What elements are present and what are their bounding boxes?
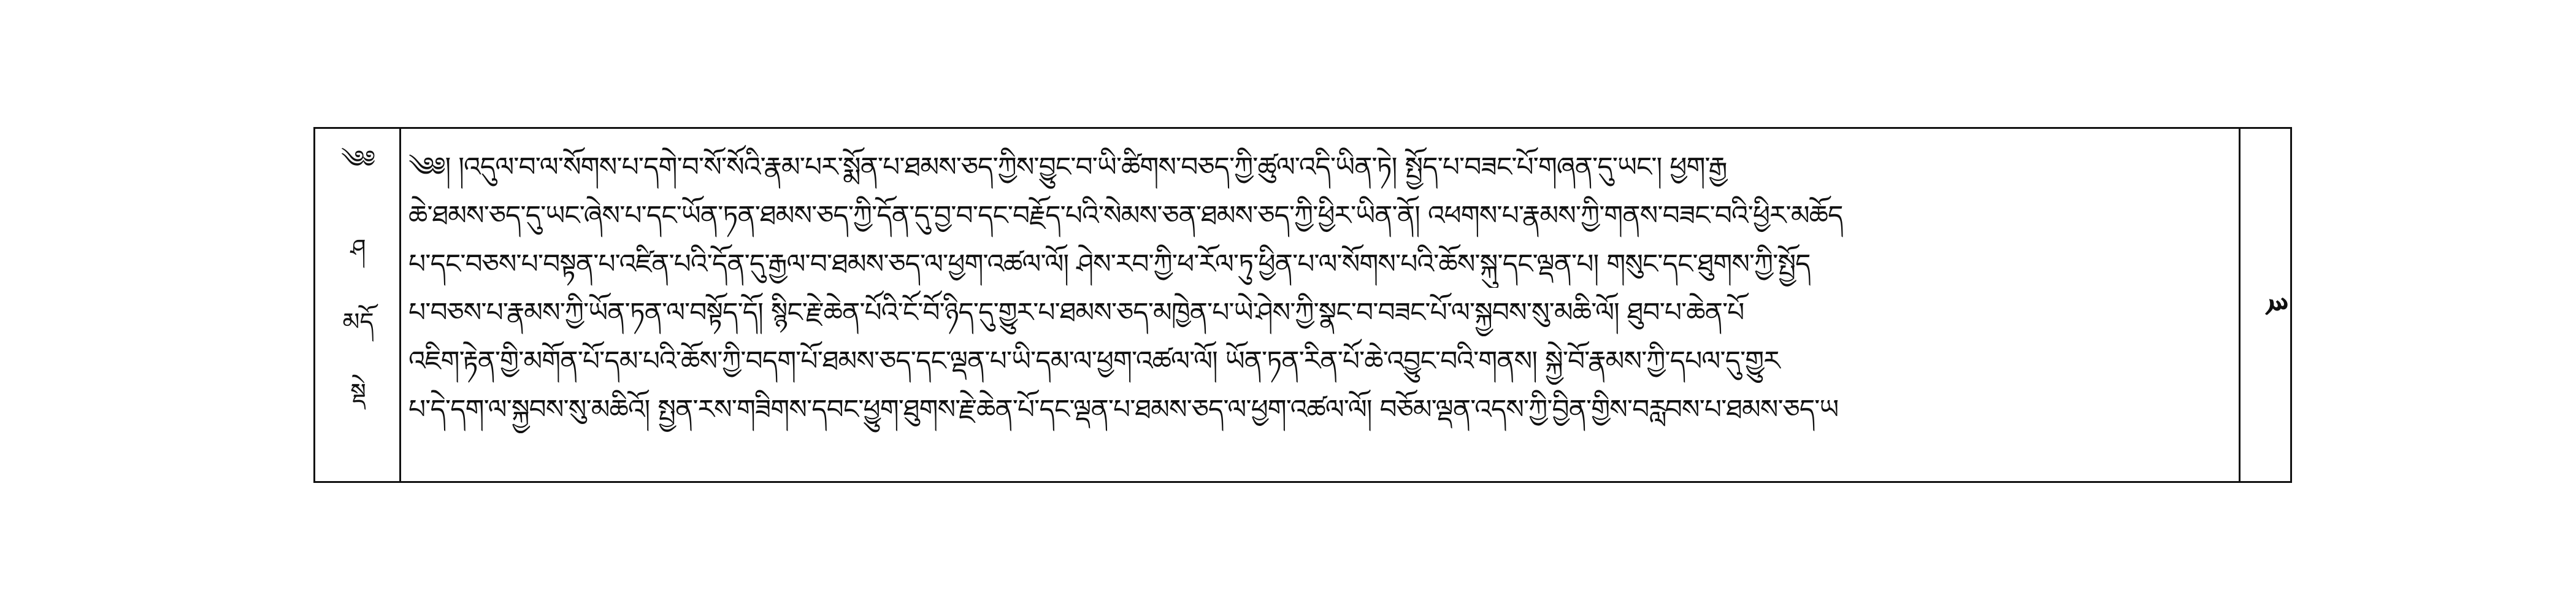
right-margin (2239, 129, 2294, 481)
text-line-2: ཆེ་ཐམས་ཅད་དུ་ཡང་ཞེས་པ་དང་ཡོན་ཏན་ཐམས་ཅད་ཀྱི་དོན་དུ་བྱ་བ་དང་བརྗོད་པའི་སེམས་ཅན་ཐམས་ཅད་ཀྱི་ཕྱིར་ཡིན་ནོ། འཕགས་པ་རྣམས་ཀྱི་གནས་བཟང་བའི་ཕྱིར་མཆོད (408, 200, 1843, 231)
text-line-6: པ་དེ་དག་ལ་སྐྱབས་སུ་མཆིའོ། སྤྱན་རས་གཟིགས་དབང་ཕྱུག་ཐུགས་རྗེ་ཆེན་པོ་དང་ལྡན་པ་ཐམས་ཅད་ལ་ཕྱག་འཚལ་ལོ། བཅོམ་ལྡན་འདས་ཀྱི་བྱིན་གྱིས་བརླབས་པ་ཐམས་ཅད་ཡ (408, 394, 1839, 425)
manuscript-folio (313, 127, 2292, 483)
text-line-5: འཇིག་རྟེན་གྱི་མགོན་པོ་དམ་པའི་ཆོས་ཀྱི་བདག་པོ་ཐམས་ཅད་དང་ལྡན་པ་ཡི་དམ་ལ་ཕྱག་འཚལ་ལོ། ཡོན་ཏན་རིན་པོ་ཆེ་འབྱུང་བའི་གནས། སྐྱེ་བོ་རྣམས་ཀྱི་དཔལ་དུ་གྱུར (408, 345, 1780, 377)
text-line-1: ༄༅། །འདུལ་བ་ལ་སོགས་པ་དགེ་བ་སོ་སོའི་རྣམ་པར་སྨོན་པ་ཐམས་ཅད་ཀྱིས་བྱུང་བ་ཡི་ཚིགས་བཅད་ཀྱི་ཚུལ་འདི་ཡིན་ཏེ། སྤྱོད་པ་བཟང་པོ་གཞན་དུ་ཡང་། ཕྱག་རྒྱ (408, 152, 1727, 183)
margin-label-3: མདོ (342, 308, 374, 336)
folio-page-number: ༣ (2257, 297, 2294, 314)
text-line-3: པ་དང་བཅས་པ་བསྟན་པ་འཛིན་པའི་དོན་དུ་རྒྱལ་བ་ཐམས་ཅད་ལ་ཕྱག་འཚལ་ལོ། ཤེས་རབ་ཀྱི་ཕ་རོལ་ཏུ་ཕྱིན་པ་ལ་སོགས་པའི་ཆོས་སྐུ་དང་ལྡན་པ། གསུང་དང་ཐུགས་ཀྱི་སྤྱོད (408, 249, 1811, 280)
margin-label-2: ཤ (350, 234, 366, 263)
text-line-4: པ་བཅས་པ་རྣམས་ཀྱི་ཡོན་ཏན་ལ་བསྟོད་དོ། སྙིང་རྗེ་ཆེན་པོའི་ངོ་བོ་ཉིད་དུ་གྱུར་པ་ཐམས་ཅད་མཁྱེན་པ་ཡེ་ཤེས་ཀྱི་སྣང་བ་བཟང་པོ་ལ་སྐྱབས་སུ་མཆི་ལོ། ཐུབ་པ་ཆེན་པོ (408, 297, 1744, 328)
tibetan-text-block (408, 144, 2231, 469)
left-margin-title (315, 129, 401, 481)
margin-label-1: ༄༅ (341, 145, 375, 174)
margin-label-4: སྡེ (350, 379, 366, 407)
